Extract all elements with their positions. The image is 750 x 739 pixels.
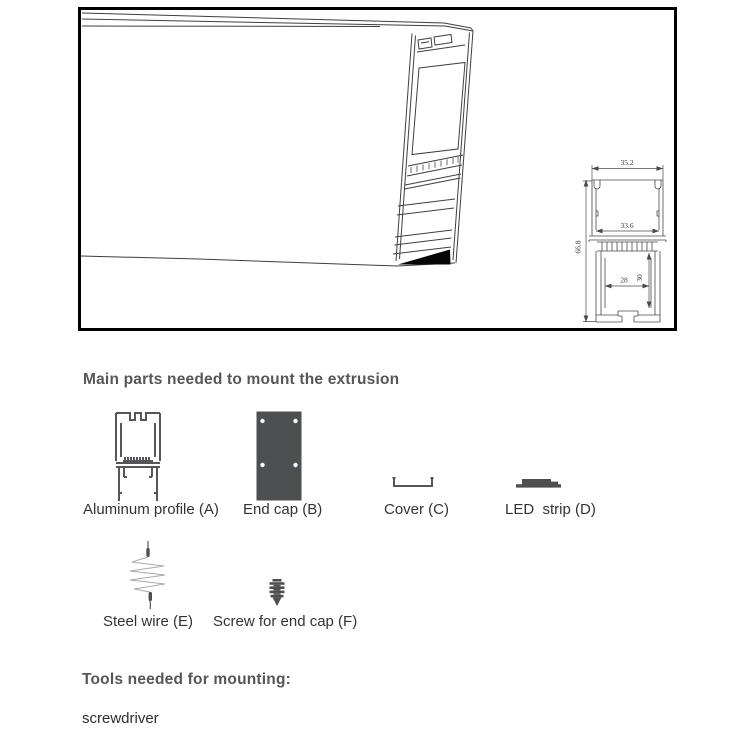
- part-label-aluminum-profile: Aluminum profile (A): [83, 501, 219, 518]
- dim-label-top-width: 35.2: [620, 158, 634, 167]
- dim-label-inner-top-width: 33.6: [620, 221, 634, 230]
- screw-icon: [268, 579, 286, 607]
- technical-drawing-panel: [78, 7, 677, 331]
- cover-icon: [392, 475, 434, 489]
- tools-heading: Tools needed for mounting:: [82, 671, 291, 688]
- bottom-slot-shadow: [398, 250, 451, 265]
- dim-label-inner-width: 28: [620, 275, 628, 285]
- part-label-steel-wire: Steel wire (E): [103, 613, 194, 630]
- technical-drawing-svg: [81, 10, 674, 328]
- part-label-end-cap: End cap (B): [243, 501, 323, 518]
- tool-item-screwdriver: screwdriver: [82, 710, 159, 727]
- steel-wire-icon: [124, 541, 170, 613]
- main-parts-heading: Main parts needed to mount the extrusion: [83, 371, 400, 388]
- dim-label-height: 66.8: [573, 240, 583, 254]
- end-cap-icon: [256, 411, 302, 501]
- extrusion-cross-section: [574, 158, 667, 322]
- led-strip-icon: [515, 476, 563, 489]
- dim-label-inner-height: 30: [635, 274, 644, 282]
- extrusion-perspective-view: [81, 13, 473, 266]
- part-label-cover: Cover (C): [384, 501, 450, 518]
- aluminum-profile-icon: [114, 411, 162, 503]
- part-label-screw: Screw for end cap (F): [213, 613, 358, 630]
- part-label-led-strip: LED strip (D): [505, 501, 596, 518]
